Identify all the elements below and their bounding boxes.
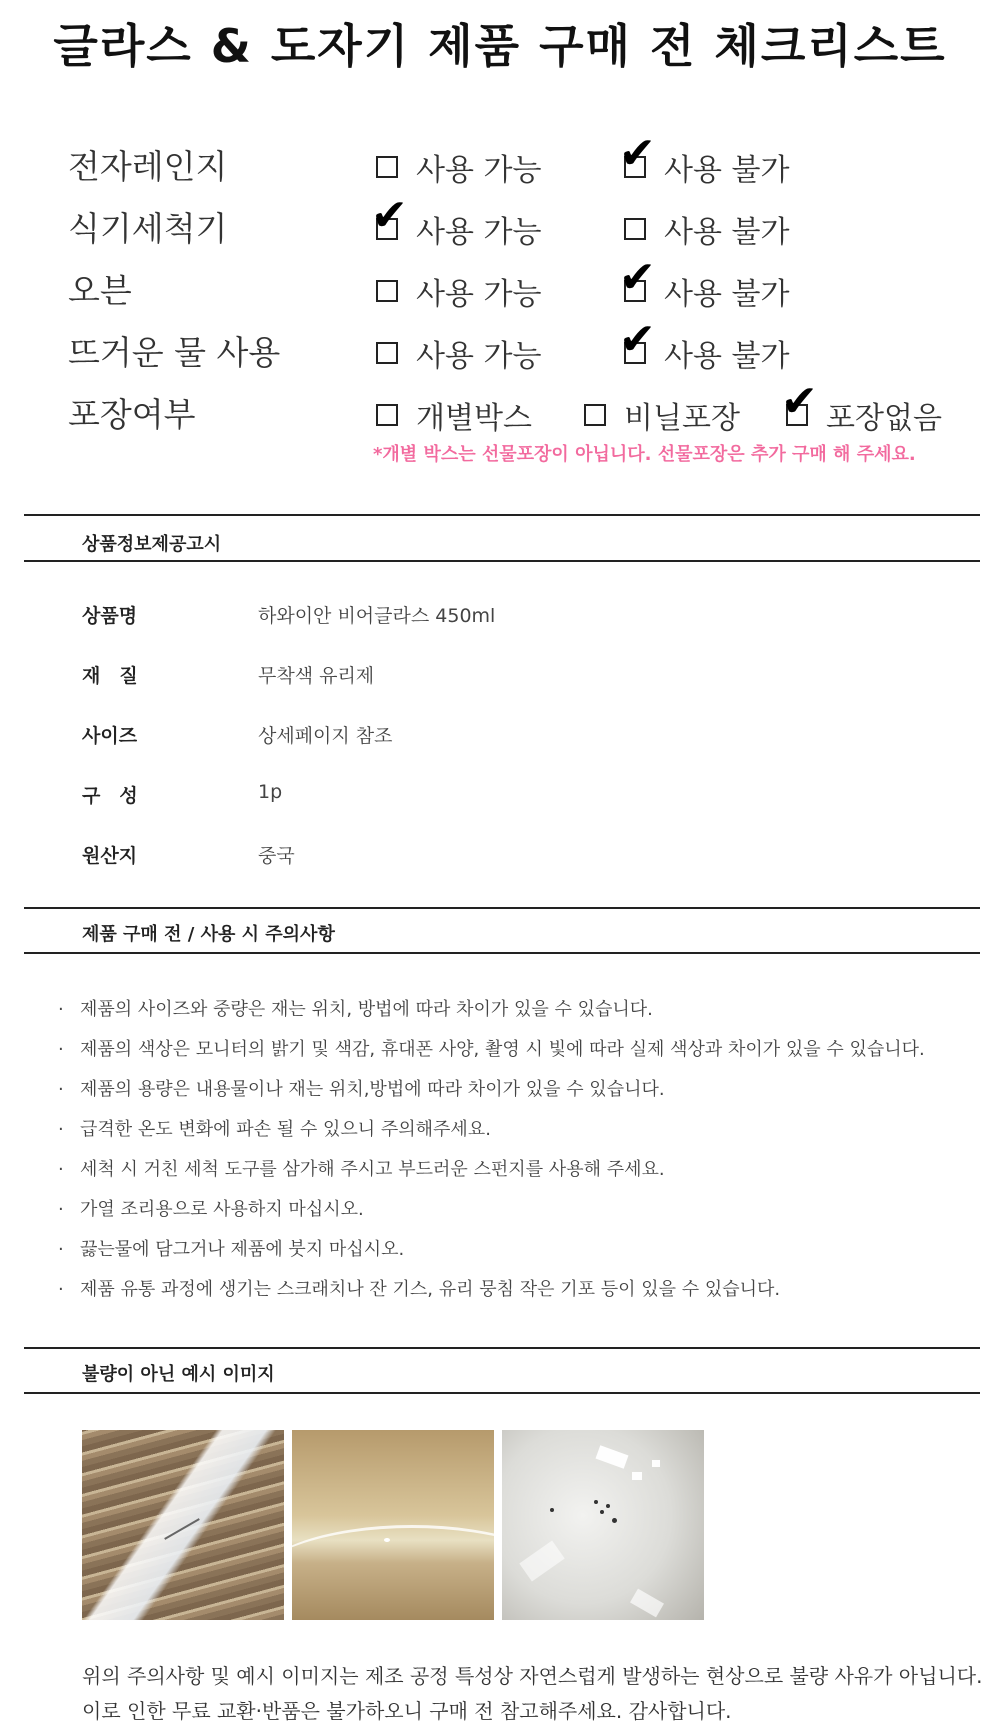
glare-highlight: [630, 1589, 664, 1618]
footer-disclaimer-line2: 이로 인한 무료 교환·반품은 불가하오니 구매 전 참고해주세요. 감사합니다.: [82, 1699, 732, 1723]
info-label-size: 사이즈: [82, 725, 138, 747]
example-photo-seam: [292, 1430, 494, 1620]
info-label-product-name: 상품명: [82, 605, 138, 627]
option-label: 사용 가능: [416, 215, 542, 250]
checkbox-checked: [619, 128, 656, 179]
checkbox: [376, 156, 398, 178]
checklist-row-microwave: [0, 128, 1000, 192]
caution-section-title: 제품 구매 전 / 사용 시 주의사항: [82, 924, 335, 945]
checklist-row-packaging: [0, 376, 1000, 440]
section-divider: [24, 560, 980, 562]
caution-item: [58, 1075, 665, 1101]
caution-item: [58, 1275, 780, 1301]
glare-highlight: [519, 1541, 564, 1582]
option-usable: [371, 190, 542, 254]
check-mark-icon: ✔: [619, 314, 656, 365]
bullet: ·: [58, 1199, 64, 1220]
checklist-row-label: 오븐: [68, 271, 132, 310]
checklist-row-label: 식기세척기: [68, 209, 228, 248]
option-label: 사용 불가: [664, 339, 790, 374]
caution-item: [58, 1235, 404, 1261]
checklist-row-label: 포장여부: [68, 395, 196, 434]
checklist-row-dishwasher: [0, 190, 1000, 254]
checkbox: [376, 342, 398, 364]
bullet: ·: [58, 1039, 64, 1060]
checklist-row-label: 뜨거운 물 사용: [68, 333, 281, 372]
option-label: 사용 불가: [664, 215, 790, 250]
gift-wrap-notice: *개별 박스는 선물포장이 아닙니다. 선물포장은 추가 구매 해 주세요.: [373, 444, 916, 465]
option-not-usable: [619, 128, 790, 192]
bubble-spot: [550, 1508, 554, 1512]
bullet: ·: [58, 1279, 64, 1300]
footer-disclaimer-line1: 위의 주의사항 및 예시 이미지는 제조 공정 특성상 자연스럽게 발생하는 현상으로 불량 사유가 아닙니다.: [82, 1664, 983, 1688]
option-label: 개별박스: [416, 401, 532, 436]
checklist-row-label: 전자레인지: [68, 147, 228, 186]
bullet: ·: [58, 1079, 64, 1100]
bullet: ·: [58, 1239, 64, 1260]
checklist-row-oven: [0, 252, 1000, 316]
checkbox-checked: [619, 252, 656, 303]
bubble-spot: [612, 1518, 617, 1523]
glare-highlight: [596, 1445, 629, 1468]
section-divider: [24, 514, 980, 516]
option-not-usable: [624, 204, 789, 254]
option-usable: [376, 266, 541, 316]
info-value-material: 무착색 유리제: [258, 665, 375, 687]
info-label-material: 재 질: [82, 665, 138, 687]
checkbox: [624, 218, 646, 240]
glass-rim-curve: [292, 1525, 494, 1620]
checkbox: [376, 280, 398, 302]
caution-item: [58, 1035, 925, 1061]
checkbox: [376, 404, 398, 426]
option-label: 사용 가능: [416, 339, 542, 374]
bullet: ·: [58, 1159, 64, 1180]
option-label: 사용 가능: [416, 277, 542, 312]
caution-text: 가열 조리용으로 사용하지 마십시오.: [80, 1199, 364, 1220]
checkbox-checked: [781, 376, 818, 427]
bullet: ·: [58, 1119, 64, 1140]
bubble-spot: [606, 1504, 610, 1508]
checkbox-checked: [371, 190, 408, 241]
info-label-origin: 원산지: [82, 845, 138, 867]
caution-item: [58, 995, 653, 1021]
checklist-row-hot-water: [0, 314, 1000, 378]
section-divider: [24, 952, 980, 954]
caution-item: [58, 1195, 364, 1221]
caution-text: 급격한 온도 변화에 파손 될 수 있으니 주의해주세요.: [80, 1119, 491, 1140]
example-photo-bubbles: [502, 1430, 704, 1620]
caution-text: 제품의 사이즈와 중량은 재는 위치, 방법에 따라 차이가 있을 수 있습니다.: [80, 999, 653, 1020]
section-divider: [24, 1392, 980, 1394]
caution-text: 제품의 용량은 내용물이나 재는 위치,방법에 따라 차이가 있을 수 있습니다.: [80, 1079, 665, 1100]
info-value-origin: 중국: [258, 845, 295, 867]
bubble-mark: [384, 1538, 390, 1542]
check-mark-icon: ✔: [781, 376, 818, 427]
caution-text: 세척 시 거친 세척 도구를 삼가해 주시고 부드러운 스펀지를 사용해 주세요.: [80, 1159, 665, 1180]
section-divider: [24, 907, 980, 909]
example-section-title: 불량이 아닌 예시 이미지: [82, 1364, 275, 1385]
option-usable: [376, 142, 541, 192]
info-value-product-name: 하와이안 비어글라스 450ml: [258, 605, 496, 627]
check-mark-icon: ✔: [619, 252, 656, 303]
section-divider: [24, 1347, 980, 1349]
example-photo-scratch: [82, 1430, 284, 1620]
page-title: 글라스 & 도자기 제품 구매 전 체크리스트: [53, 19, 947, 73]
option-label: 비닐포장: [624, 401, 740, 436]
caution-item: [58, 1155, 665, 1181]
option-vinyl-wrap: [584, 390, 740, 440]
info-section-title: 상품정보제공고시: [82, 534, 222, 555]
caution-text: 제품 유통 과정에 생기는 스크래치나 잔 기스, 유리 뭉침 작은 기포 등이 있을 수 있습니다.: [80, 1279, 781, 1300]
info-value-composition: 1p: [258, 781, 283, 803]
glare-highlight: [652, 1460, 660, 1467]
caution-item: [58, 1115, 491, 1141]
option-usable: [376, 328, 541, 378]
checkbox: [584, 404, 606, 426]
check-mark-icon: ✔: [619, 128, 656, 179]
checkbox-checked: [619, 314, 656, 365]
option-not-usable: [619, 314, 790, 378]
caution-text: 제품의 색상은 모니터의 밝기 및 색감, 휴대폰 사양, 촬영 시 빛에 따라 실제 색상과 차이가 있을 수 있습니다.: [80, 1039, 925, 1060]
bubble-spot: [594, 1500, 598, 1504]
glare-highlight: [632, 1472, 642, 1480]
option-individual-box: [376, 390, 532, 440]
option-label: 포장없음: [826, 401, 942, 436]
bullet: ·: [58, 999, 64, 1020]
option-label: 사용 불가: [664, 153, 790, 188]
check-mark-icon: ✔: [371, 190, 408, 241]
option-no-packaging: [781, 376, 942, 440]
option-label: 사용 가능: [416, 153, 542, 188]
option-not-usable: [619, 252, 790, 316]
option-label: 사용 불가: [664, 277, 790, 312]
scratch-mark: [164, 1518, 200, 1540]
info-value-size: 상세페이지 참조: [258, 725, 393, 747]
caution-text: 끓는물에 담그거나 제품에 붓지 마십시오.: [80, 1239, 405, 1260]
info-label-composition: 구 성: [82, 785, 138, 807]
bubble-spot: [600, 1510, 604, 1514]
